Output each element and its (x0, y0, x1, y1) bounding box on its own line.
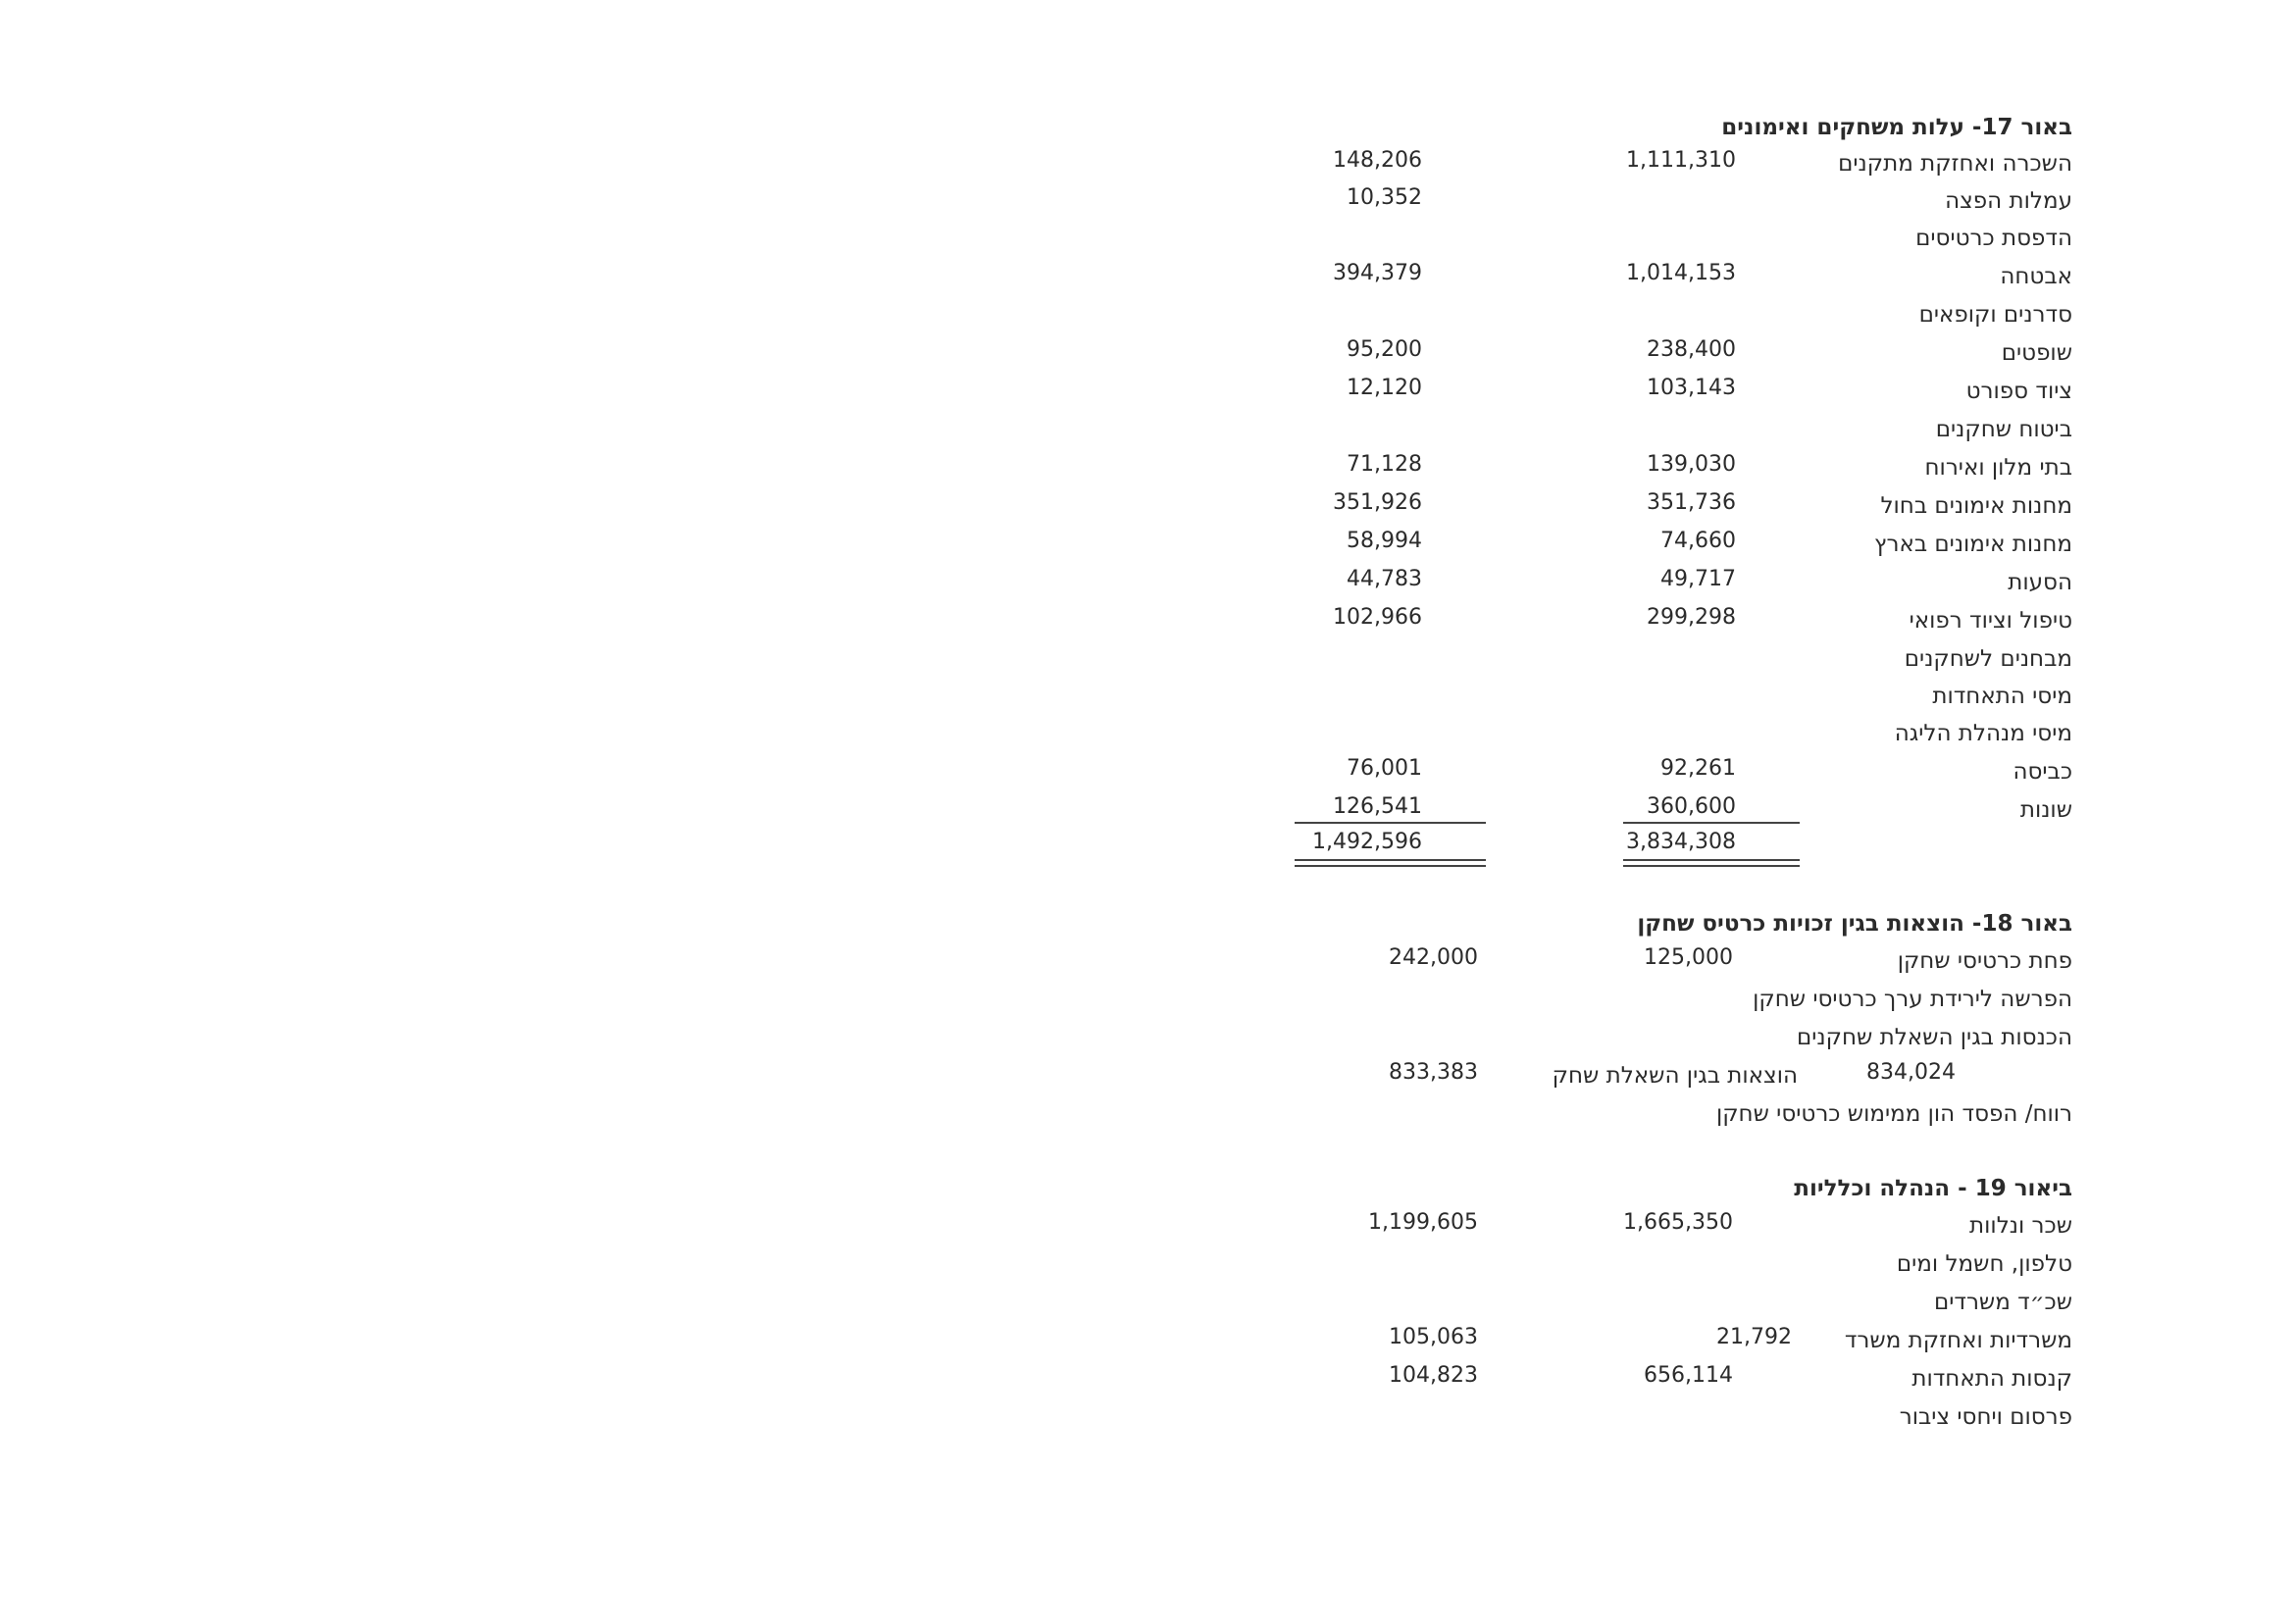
note19-row-label: שכר ונלוות (1969, 1213, 2072, 1239)
note19-row-prior: 104,823 (1389, 1363, 1478, 1388)
note17-row-current: 360,600 (1647, 794, 1736, 819)
note17-row-label: אבטחה (2000, 264, 2072, 289)
note19-row-label: משרדיות ואחזקת משרד (1844, 1328, 2072, 1353)
note17-row-label: טיפול וציוד רפואי (1909, 608, 2072, 634)
note17-row-prior: 12,120 (1347, 376, 1422, 400)
note17-row-current: 139,030 (1647, 452, 1736, 477)
total-double-rule-current (1623, 859, 1800, 867)
note19-row-prior: 105,063 (1389, 1325, 1478, 1349)
note17-row-label: מבחנים לשחקנים (1904, 646, 2072, 672)
note18-title: באור 18- הוצאות בגין זכויות כרטיס שחקן (1637, 911, 2072, 937)
note19-row-label: טלפון, חשמל ומים (1896, 1251, 2072, 1277)
note17-row-prior: 10,352 (1347, 185, 1422, 210)
note17-row-prior: 76,001 (1347, 756, 1422, 781)
note19-row-label: פרסום ויחסי ציבור (1899, 1404, 2072, 1430)
note17-total-prior: 1,492,596 (1312, 830, 1422, 854)
total-double-rule-prior (1295, 859, 1486, 867)
note17-row-label: ציוד ספורט (1965, 379, 2072, 404)
note17-row-label: מיסי התאחדות (1932, 684, 2072, 709)
note17-row-current: 92,261 (1660, 756, 1736, 781)
note18-row-prior: 242,000 (1389, 945, 1478, 970)
note17-row-prior: 394,379 (1333, 261, 1422, 285)
note17-row-prior: 58,994 (1347, 529, 1422, 553)
subtotal-rule-prior (1295, 822, 1486, 824)
note17-row-prior: 71,128 (1347, 452, 1422, 477)
note17-row-current: 49,717 (1660, 567, 1736, 591)
note17-title: באור 17- עלות משחקים ואימונים (1721, 115, 2072, 140)
note19-row-prior: 1,199,605 (1368, 1210, 1478, 1235)
note17-row-prior: 102,966 (1333, 605, 1422, 630)
note17-row-current: 1,014,153 (1626, 261, 1736, 285)
note17-total-current: 3,834,308 (1626, 830, 1736, 854)
note17-row-label: הסעות (2008, 570, 2072, 595)
note19-row-current: 21,792 (1716, 1325, 1792, 1349)
note17-row-current: 351,736 (1647, 490, 1736, 515)
note17-row-label: ביטוח שחקנים (1935, 417, 2072, 442)
note18-row-current: 125,000 (1644, 945, 1733, 970)
note18-row-label: הוצאות בגין השאלת שחק (1552, 1063, 1798, 1089)
note17-row-label: שונות (2019, 797, 2072, 823)
note17-row-label: השכרה ואחזקת מתקנים (1838, 151, 2072, 177)
note17-row-prior: 44,783 (1347, 567, 1422, 591)
note17-row-label: שופטים (2001, 340, 2072, 366)
note17-row-label: בתי מלון ואירוח (1924, 455, 2072, 481)
note18-row-prior: 833,383 (1389, 1060, 1478, 1085)
note19-row-current: 656,114 (1644, 1363, 1733, 1388)
note18-row-current: 834,024 (1866, 1060, 1956, 1085)
note19-row-label: שכ״ד משרדים (1933, 1290, 2072, 1315)
note17-row-label: הדפסת כרטיסים (1915, 226, 2072, 251)
note17-row-label: כביסה (2013, 759, 2072, 785)
note17-row-current: 1,111,310 (1626, 148, 1736, 173)
note19-row-current: 1,665,350 (1623, 1210, 1733, 1235)
note19-row-label: קנסות התאחדות (1911, 1366, 2072, 1392)
subtotal-rule-current (1623, 822, 1800, 824)
note18-row-label: הכנסות בגין השאלת שחקנים (1797, 1025, 2072, 1050)
note17-row-prior: 126,541 (1333, 794, 1422, 819)
note17-row-prior: 148,206 (1333, 148, 1422, 173)
note17-row-label: סדרנים וקופאים (1918, 302, 2072, 328)
note17-row-current: 299,298 (1647, 605, 1736, 630)
note19-title: ביאור 19 - הנהלה וכלליות (1794, 1176, 2072, 1201)
note17-row-prior: 351,926 (1333, 490, 1422, 515)
note17-row-label: מיסי מנהלת הליגה (1894, 721, 2072, 746)
note18-row-label: רווח/ הפסד הון ממימוש כרטיסי שחקן (1715, 1101, 2072, 1127)
note17-row-current: 103,143 (1647, 376, 1736, 400)
note17-row-prior: 95,200 (1347, 337, 1422, 362)
note17-row-current: 238,400 (1647, 337, 1736, 362)
note17-row-label: מחנות אימונים בחול (1880, 493, 2072, 519)
note18-row-label: פחת כרטיסי שחקן (1897, 948, 2072, 974)
note17-row-label: מחנות אימונים בארץ (1874, 532, 2072, 557)
note17-row-current: 74,660 (1660, 529, 1736, 553)
note17-row-label: עמלות הפצה (1945, 188, 2072, 214)
note18-row-label: הפרשה לירידת ערך כרטיסי שחקן (1753, 987, 2072, 1012)
